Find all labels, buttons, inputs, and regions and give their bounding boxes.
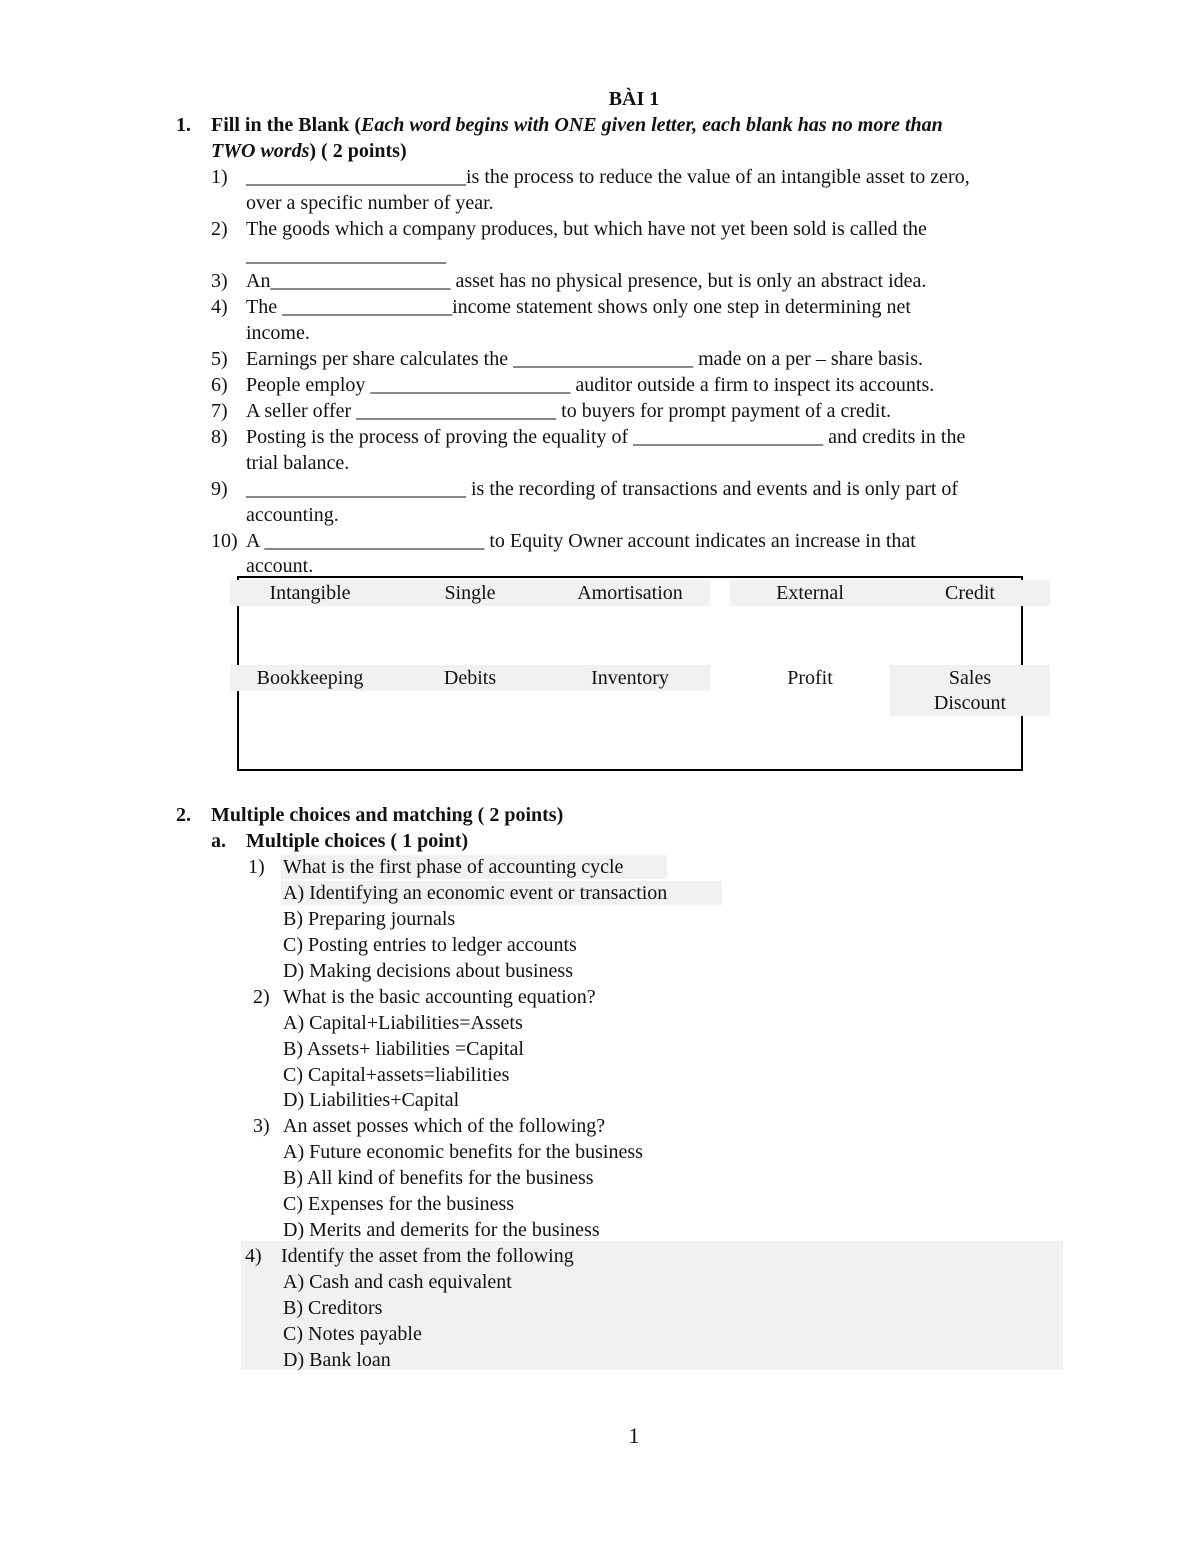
fill-item-text: trial balance. bbox=[246, 452, 350, 474]
fill-item-text: The goods which a company produces, but which have not yet been sold is called the bbox=[246, 218, 927, 240]
question-number: 4) bbox=[245, 1245, 262, 1267]
option-c: C) Expenses for the business bbox=[283, 1193, 515, 1215]
section2-heading: Multiple choices and matching ( 2 points) bbox=[211, 804, 564, 826]
fill-item-number: 6) bbox=[211, 374, 228, 396]
word-bank-word: Amortisation bbox=[550, 580, 710, 606]
page-title: BÀI 1 bbox=[608, 88, 660, 110]
fill-item-text: income. bbox=[246, 322, 310, 344]
question-number: 3) bbox=[253, 1115, 270, 1137]
option-d: D) Making decisions about business bbox=[283, 960, 573, 982]
option-d: D) Merits and demerits for the business bbox=[283, 1219, 600, 1241]
section1-heading bbox=[211, 112, 943, 138]
question-number: 2) bbox=[253, 986, 270, 1008]
word-bank-word: Single bbox=[390, 580, 550, 606]
option-a: A) Cash and cash equivalent bbox=[283, 1271, 512, 1293]
fill-item-text: ______________________is the process to reduce the value of an intangible asset to zero, bbox=[246, 166, 970, 188]
word-bank-word: External bbox=[730, 580, 890, 606]
option-c: C) Capital+assets=liabilities bbox=[283, 1064, 510, 1086]
fill-item-text: account. bbox=[246, 555, 314, 577]
option-b: B) All kind of benefits for the business bbox=[283, 1167, 594, 1189]
option-a: A) Identifying an economic event or transaction bbox=[283, 882, 668, 904]
fill-item-text: Posting is the process of proving the equality of ___________________ and credits in the bbox=[246, 426, 966, 448]
word-bank-box bbox=[237, 576, 1023, 771]
section2-sub-heading: Multiple choices ( 1 point) bbox=[246, 830, 469, 852]
word-bank-word: Credit bbox=[890, 580, 1050, 606]
option-a: A) Capital+Liabilities=Assets bbox=[283, 1012, 523, 1034]
option-b: B) Creditors bbox=[283, 1297, 383, 1319]
fill-item-text: ____________________ bbox=[246, 244, 446, 266]
section2-sub-letter: a. bbox=[211, 830, 226, 852]
section1-instruction-line1: Each word begins with ONE given letter, each blank has no more than bbox=[361, 114, 943, 136]
option-d: D) Bank loan bbox=[283, 1349, 391, 1371]
fill-item-text: People employ ____________________ auditor outside a firm to inspect its accounts. bbox=[246, 374, 935, 396]
word-bank-word: Bookkeeping bbox=[230, 665, 390, 691]
page-number: 1 bbox=[628, 1423, 640, 1448]
fill-item-number: 8) bbox=[211, 426, 228, 448]
fill-item-number: 5) bbox=[211, 348, 228, 370]
fill-item-number: 4) bbox=[211, 296, 228, 318]
section2-number: 2. bbox=[176, 804, 191, 826]
fill-item-number: 3) bbox=[211, 270, 228, 292]
option-a: A) Future economic benefits for the business bbox=[283, 1141, 643, 1163]
fill-item-number: 1) bbox=[211, 166, 228, 188]
fill-item-text: ______________________ is the recording of transactions and events and is only part of bbox=[246, 478, 959, 500]
fill-item-text: An__________________ asset has no physical presence, but is only an abstract idea. bbox=[246, 270, 927, 292]
fill-item-text: accounting. bbox=[246, 504, 339, 526]
section1-heading-cont bbox=[211, 138, 407, 164]
section1-instruction-line2: TWO words bbox=[211, 140, 310, 162]
section1-heading-text: Fill in the Blank ( bbox=[211, 114, 362, 136]
word-bank-word: Intangible bbox=[230, 580, 390, 606]
word-bank-word: Profit bbox=[787, 667, 833, 689]
word-bank-word: Discount bbox=[890, 690, 1050, 716]
section1-number: 1. bbox=[176, 114, 191, 136]
fill-item-text: over a specific number of year. bbox=[246, 192, 494, 214]
fill-item-number: 9) bbox=[211, 478, 228, 500]
fill-item-number: 10) bbox=[211, 530, 238, 552]
word-bank-word: Inventory bbox=[550, 665, 710, 691]
option-c: C) Notes payable bbox=[283, 1323, 422, 1345]
fill-item-text: The _________________income statement shows only one step in determining net bbox=[246, 296, 911, 318]
question-text: An asset posses which of the following? bbox=[283, 1115, 606, 1137]
question-text: What is the first phase of accounting cycle bbox=[283, 856, 624, 878]
section1-points: ( 2 points) bbox=[316, 140, 407, 162]
fill-item-text: Earnings per share calculates the __________________ made on a per – share basis. bbox=[246, 348, 924, 370]
section1-close-paren: ) bbox=[309, 140, 317, 162]
question-text: Identify the asset from the following bbox=[281, 1245, 574, 1267]
fill-item-text: A seller offer ____________________ to buyers for prompt payment of a credit. bbox=[246, 400, 892, 422]
option-b: B) Preparing journals bbox=[283, 908, 456, 930]
fill-item-number: 7) bbox=[211, 400, 228, 422]
word-bank-word: Sales bbox=[890, 665, 1050, 691]
word-bank-word: Debits bbox=[390, 665, 550, 691]
fill-item-text: A ______________________ to Equity Owner account indicates an increase in that bbox=[246, 530, 916, 552]
fill-item-number: 2) bbox=[211, 218, 228, 240]
option-b: B) Assets+ liabilities =Capital bbox=[283, 1038, 524, 1060]
question-text: What is the basic accounting equation? bbox=[283, 986, 596, 1008]
option-c: C) Posting entries to ledger accounts bbox=[283, 934, 577, 956]
option-d: D) Liabilities+Capital bbox=[283, 1089, 460, 1111]
question-number: 1) bbox=[248, 856, 265, 878]
